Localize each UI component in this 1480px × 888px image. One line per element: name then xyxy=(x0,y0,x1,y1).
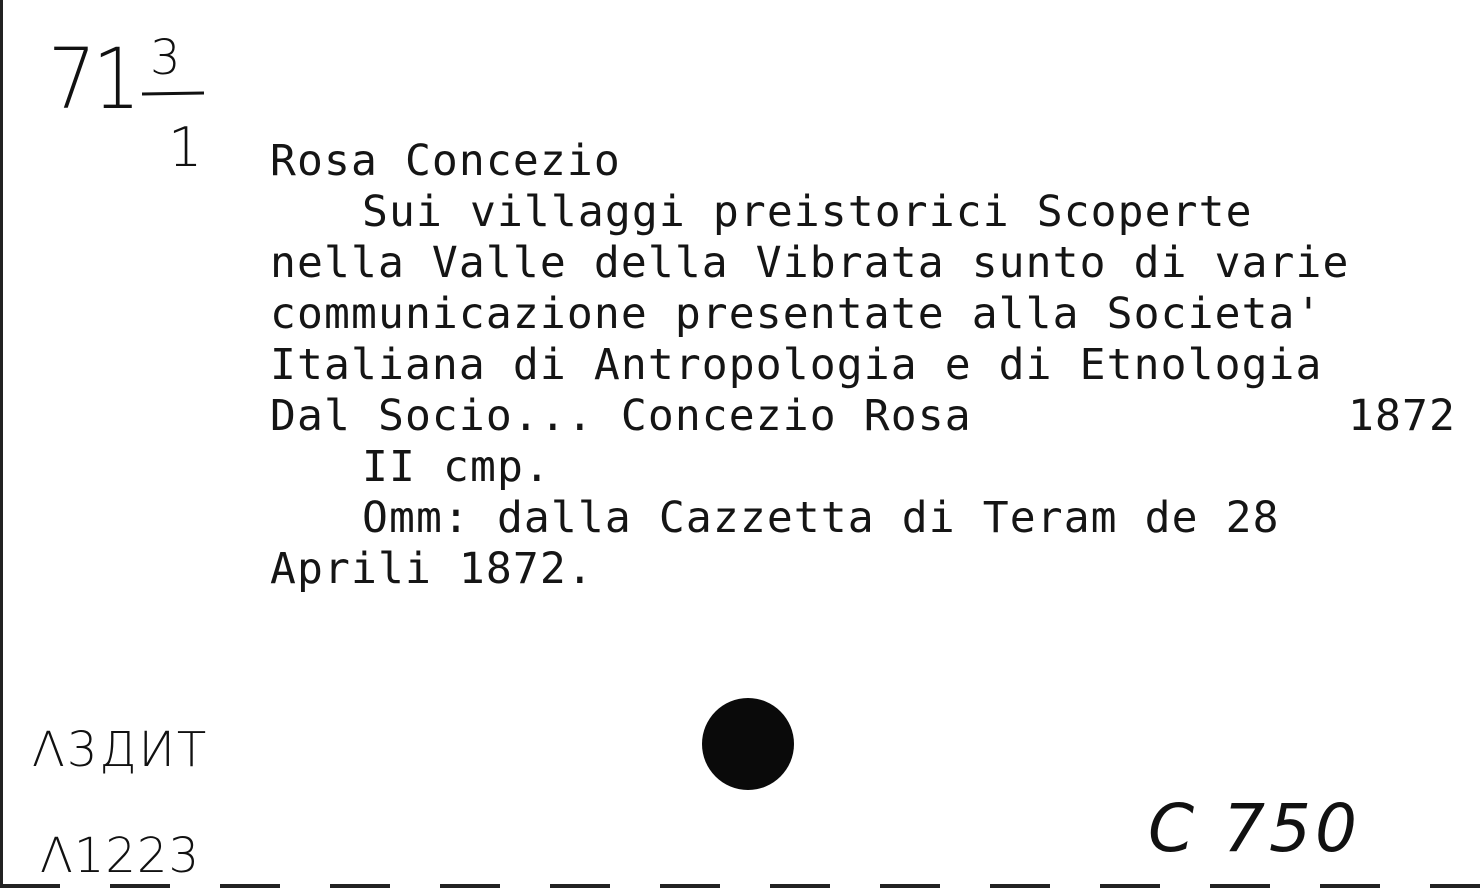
shelfmark-denominator: 1 xyxy=(168,116,203,179)
handwritten-code-b: Λ1223 xyxy=(40,828,200,884)
call-number: C 750 xyxy=(1148,790,1362,867)
publication-year: 1872 xyxy=(1348,391,1456,441)
shelfmark-numerator: 3 xyxy=(150,30,181,86)
title-line-2: nella Valle della Vibrata sunto di varie xyxy=(270,238,1350,288)
shelfmark-fraction-bar xyxy=(142,91,204,95)
typed-entry xyxy=(270,136,1456,595)
title-line-1: Sui villaggi preistorici Scoperte xyxy=(362,187,1253,237)
handwritten-code-a: Λ3ДИT xyxy=(32,722,209,778)
title-line-3: communicazione presentate alla Societa' xyxy=(270,289,1323,339)
card-bottom-edge xyxy=(0,884,1480,888)
card-left-edge xyxy=(0,0,3,888)
punch-hole xyxy=(702,698,794,790)
note-line-1: Omm: dalla Cazzetta di Teram de 28 xyxy=(362,493,1280,543)
statement-of-responsibility: Dal Socio... Concezio Rosa xyxy=(270,391,972,441)
shelfmark-main: 71 xyxy=(48,30,138,128)
extent-line: II cmp. xyxy=(362,442,551,492)
author-line: Rosa Concezio xyxy=(270,136,621,186)
title-line-4: Italiana di Antropologia e di Etnologia xyxy=(270,340,1323,390)
responsibility-row xyxy=(270,391,1456,442)
note-line-2: Aprili 1872. xyxy=(270,544,594,594)
